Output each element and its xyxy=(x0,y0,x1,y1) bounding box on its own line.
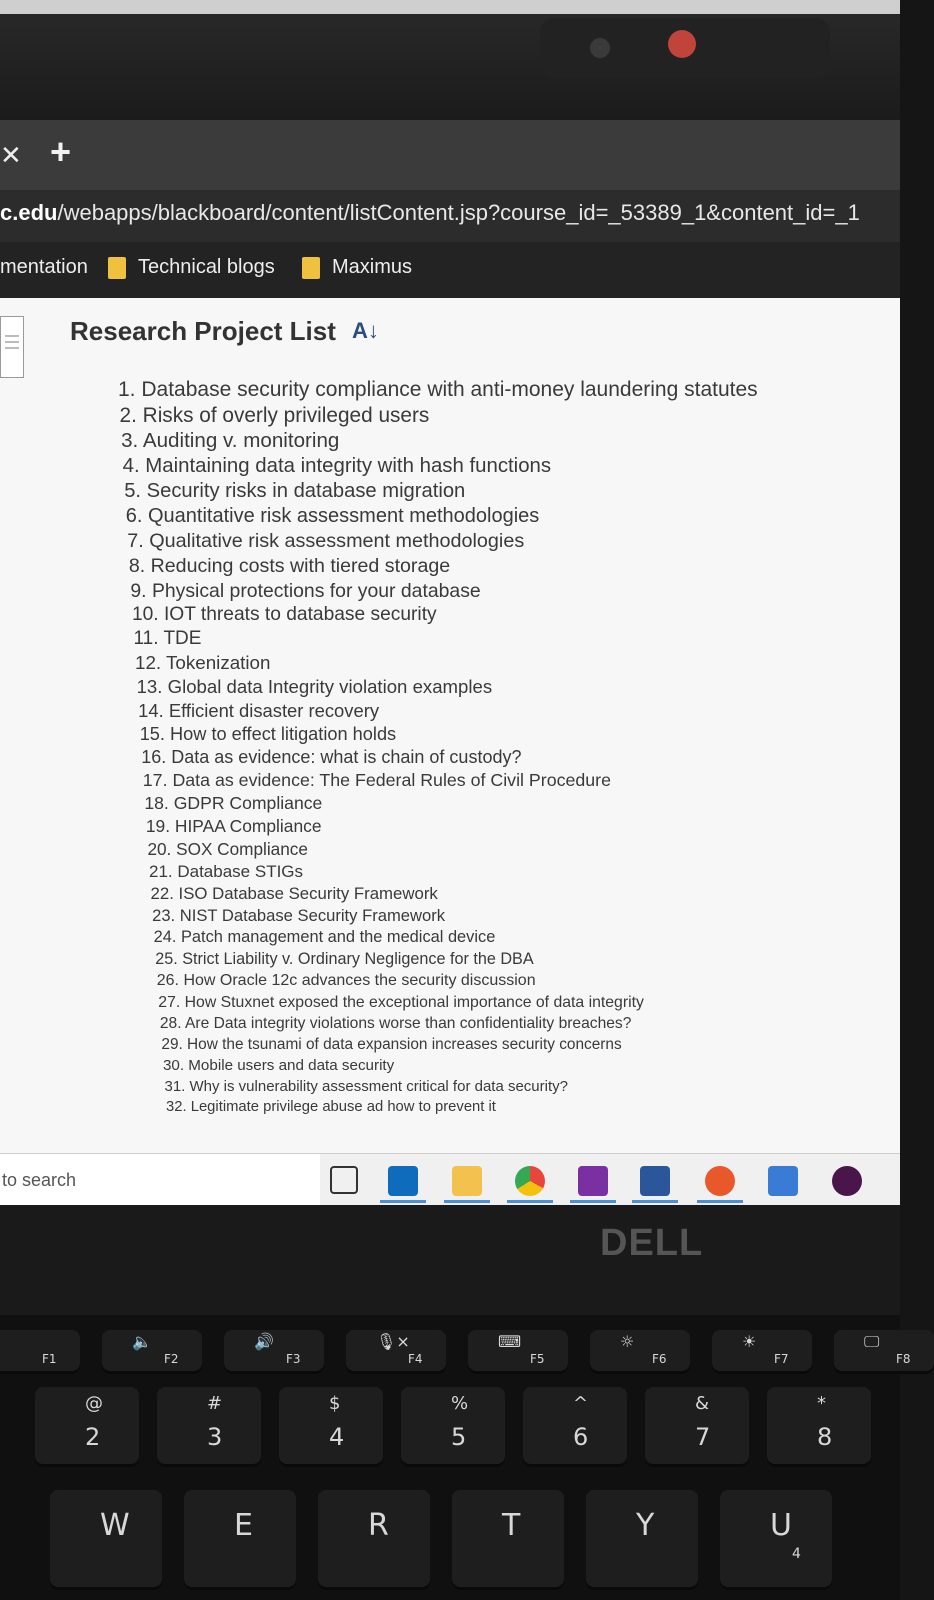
project-list-item: 23. NIST Database Security Framework xyxy=(152,906,446,926)
key-f3[interactable] xyxy=(224,1330,324,1374)
url-path: /webapps/blackboard/content/listContent.jsp?course_id=_53389_1&content_id=_1 xyxy=(57,200,860,225)
bookmark-mentation[interactable]: mentation xyxy=(0,256,88,278)
project-list-item: 19. HIPAA Compliance xyxy=(145,816,322,837)
laptop-screen xyxy=(0,120,900,1205)
project-list-item: 24. Patch management and the medical device xyxy=(153,928,496,947)
key-f8[interactable] xyxy=(834,1330,934,1374)
project-list-item: 27. How Stuxnet exposed the exceptional importance of data integrity xyxy=(158,993,644,1011)
key-letter: U xyxy=(770,1508,792,1543)
project-list-item: 25. Strict Liability v. Ordinary Negligence for the DBA xyxy=(155,950,534,969)
key-w[interactable] xyxy=(50,1490,162,1590)
key-f4[interactable] xyxy=(346,1330,446,1374)
project-list-item: 8. Reducing costs with tiered storage xyxy=(128,555,451,578)
project-list-item: 9. Physical protections for your database xyxy=(130,579,481,602)
key-shift-symbol: ^ xyxy=(573,1393,589,1414)
key-e[interactable] xyxy=(184,1490,296,1590)
task-view-icon[interactable] xyxy=(330,1166,358,1194)
key-6[interactable] xyxy=(523,1387,627,1467)
webcam-lens xyxy=(590,38,610,58)
taskbar-search-box[interactable]: to search xyxy=(0,1154,320,1206)
bookmarks-bar xyxy=(0,242,900,298)
project-list-item: 18. GDPR Compliance xyxy=(144,793,323,814)
key-letter: R xyxy=(368,1508,389,1543)
key-shift-symbol: & xyxy=(695,1393,710,1414)
project-list-item: 5. Security risks in database migration xyxy=(124,480,466,503)
slack-icon[interactable] xyxy=(832,1166,862,1196)
document-icon xyxy=(0,316,24,378)
bezel-strip xyxy=(0,0,900,14)
page-title[interactable]: Research Project List xyxy=(70,316,336,346)
bookmark-label: Maximus xyxy=(332,256,413,278)
project-list-item: 32. Legitimate privilege abuse ad how to prevent it xyxy=(166,1098,496,1115)
key-digit: 2 xyxy=(85,1423,101,1451)
key-f5[interactable] xyxy=(468,1330,568,1374)
url-domain: c.edu xyxy=(0,200,58,225)
key-numpad-sublabel: 4 xyxy=(792,1546,801,1562)
key-digit: 5 xyxy=(451,1423,467,1451)
project-list-item: 11. TDE xyxy=(133,628,202,650)
laptop-top-bezel xyxy=(0,0,900,120)
key-f6[interactable] xyxy=(590,1330,690,1374)
key-letter: E xyxy=(234,1508,253,1543)
key-digit: 6 xyxy=(573,1423,589,1451)
fkey-label: F3 xyxy=(286,1352,301,1366)
fkey-function-icon: ⌨ xyxy=(498,1332,522,1351)
address-bar[interactable] xyxy=(0,190,900,242)
key-f2[interactable] xyxy=(102,1330,202,1374)
key-letter: T xyxy=(502,1508,521,1543)
word-icon[interactable] xyxy=(640,1166,670,1196)
key-7[interactable] xyxy=(645,1387,749,1467)
network-icon[interactable] xyxy=(768,1166,798,1196)
dell-logo: DELL xyxy=(600,1222,704,1264)
project-list-item: 1. Database security compliance with anti-money laundering statutes xyxy=(118,378,758,401)
fkey-function-icon: 🔊 xyxy=(254,1332,274,1351)
page-content xyxy=(0,298,900,1153)
windows-taskbar xyxy=(0,1153,900,1206)
key-shift-symbol: @ xyxy=(85,1393,103,1414)
project-list-item: 10. IOT threats to database security xyxy=(131,604,437,626)
folder-icon xyxy=(302,257,320,279)
key-t[interactable] xyxy=(452,1490,564,1590)
key-digit: 7 xyxy=(695,1423,711,1451)
onenote-icon[interactable] xyxy=(578,1166,608,1196)
key-r[interactable] xyxy=(318,1490,430,1590)
project-list-item: 4. Maintaining data integrity with hash functions xyxy=(122,454,552,477)
project-list-item: 26. How Oracle 12c advances the security discussion xyxy=(156,972,536,989)
project-list-item: 7. Qualitative risk assessment methodologies xyxy=(127,530,525,553)
fkey-label: F6 xyxy=(652,1352,667,1366)
key-u[interactable] xyxy=(720,1490,832,1590)
project-list-item: 30. Mobile users and data security xyxy=(162,1057,395,1075)
fkey-function-icon: ☀ xyxy=(742,1332,757,1351)
project-list-item: 28. Are Data integrity violations worse than confidentiality breaches? xyxy=(159,1014,632,1032)
chrome-icon[interactable] xyxy=(515,1166,545,1196)
fkey-function-icon: 🔈 xyxy=(132,1332,152,1351)
key-digit: 3 xyxy=(207,1423,223,1451)
webcam-shutter-indicator xyxy=(668,30,696,58)
project-list-item: 14. Efficient disaster recovery xyxy=(138,700,380,722)
project-list-item: 6. Quantitative risk assessment methodologies xyxy=(125,505,540,528)
project-list-item: 3. Auditing v. monitoring xyxy=(121,429,340,453)
key-letter: W xyxy=(100,1508,130,1543)
key-shift-symbol: * xyxy=(817,1393,826,1414)
key-f7[interactable] xyxy=(712,1330,812,1374)
fkey-label: F4 xyxy=(408,1352,423,1366)
running-app-indicator xyxy=(570,1200,616,1203)
project-list-item: 15. How to effect litigation holds xyxy=(139,723,397,744)
key-2[interactable] xyxy=(35,1387,139,1467)
file-explorer-icon[interactable] xyxy=(452,1166,482,1196)
key-letter: Y xyxy=(636,1508,655,1543)
project-list-item: 21. Database STIGs xyxy=(149,861,304,881)
project-list-item: 17. Data as evidence: The Federal Rules of Civil Procedure xyxy=(142,770,611,791)
key-f1[interactable] xyxy=(0,1330,80,1374)
outlook-icon[interactable] xyxy=(388,1166,418,1196)
project-list-item: 20. SOX Compliance xyxy=(147,839,308,860)
project-list-item: 31. Why is vulnerability assessment critical for data security? xyxy=(164,1078,568,1096)
fkey-label: F2 xyxy=(164,1352,179,1366)
running-app-indicator xyxy=(444,1200,490,1203)
fkey-function-icon: 🎙× xyxy=(376,1332,410,1351)
project-list-item: 13. Global data Integrity violation examples xyxy=(136,676,493,698)
new-tab-button[interactable]: + xyxy=(50,131,72,172)
key-digit: 4 xyxy=(329,1423,345,1451)
folder-icon xyxy=(108,257,126,279)
key-shift-symbol: # xyxy=(207,1393,223,1414)
key-8[interactable] xyxy=(767,1387,871,1467)
running-app-indicator xyxy=(697,1200,743,1203)
key-5[interactable] xyxy=(401,1387,505,1467)
accessibility-options-icon[interactable]: A↓ xyxy=(352,318,379,343)
key-shift-symbol: % xyxy=(451,1393,469,1414)
project-list-item: 16. Data as evidence: what is chain of custody? xyxy=(141,747,522,768)
running-app-indicator xyxy=(507,1200,553,1203)
fkey-label: F7 xyxy=(774,1352,789,1366)
project-list-item: 29. How the tsunami of data expansion increases security concerns xyxy=(161,1036,622,1054)
bookmark-maximus[interactable] xyxy=(302,256,412,279)
fkey-label: F1 xyxy=(42,1352,57,1366)
fkey-label: F8 xyxy=(896,1352,911,1366)
bookmark-label: Technical blogs xyxy=(138,256,275,278)
key-y[interactable] xyxy=(586,1490,698,1590)
fkey-function-icon: 🖵 xyxy=(864,1332,880,1351)
close-tab-icon[interactable]: ✕ xyxy=(0,140,22,170)
bookmark-technical-blogs[interactable] xyxy=(108,256,275,279)
browser-tab-bar xyxy=(0,120,900,190)
key-3[interactable] xyxy=(157,1387,261,1467)
fkey-label: F5 xyxy=(530,1352,545,1366)
running-app-indicator xyxy=(632,1200,678,1203)
project-list-item: 12. Tokenization xyxy=(135,652,271,674)
running-app-indicator xyxy=(380,1200,426,1203)
key-4[interactable] xyxy=(279,1387,383,1467)
keyboard xyxy=(0,1315,911,1600)
laptop-bottom-bezel xyxy=(0,1205,900,1315)
key-digit: 8 xyxy=(817,1423,833,1451)
project-list-item: 22. ISO Database Security Framework xyxy=(150,884,438,904)
fkey-function-icon: ☼ xyxy=(620,1332,635,1351)
project-list-item: 2. Risks of overly privileged users xyxy=(119,403,430,427)
app-orange-icon[interactable] xyxy=(705,1166,735,1196)
url-text[interactable] xyxy=(0,200,860,226)
key-shift-symbol: $ xyxy=(329,1393,341,1414)
